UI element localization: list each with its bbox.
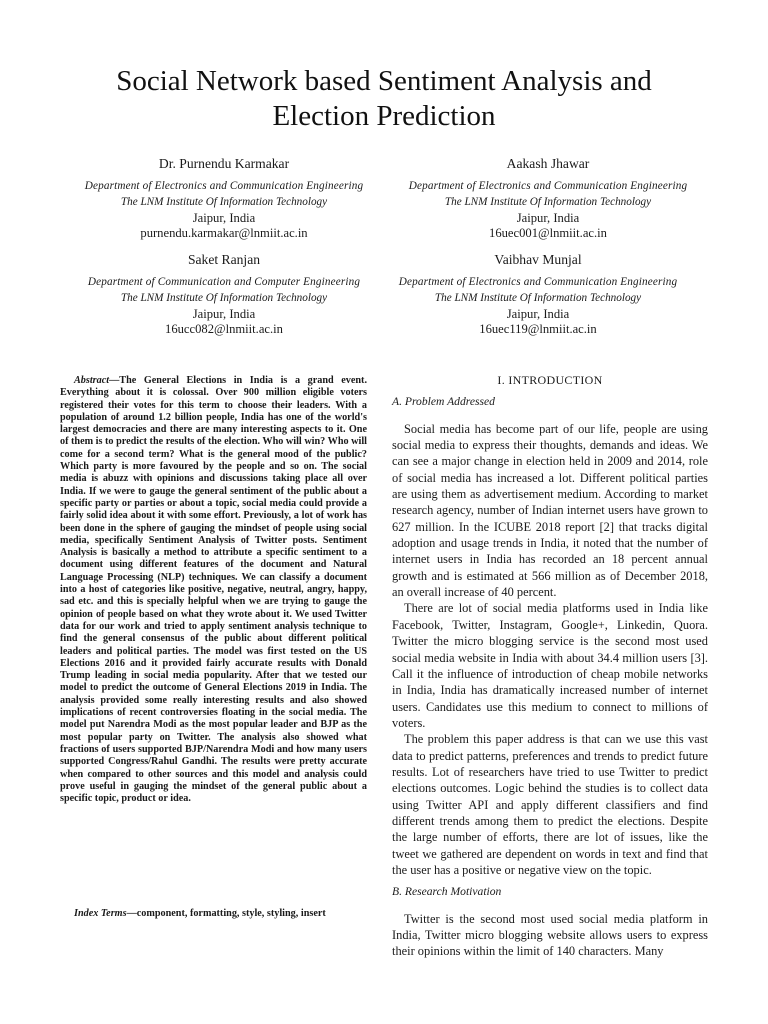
author-name: Vaibhav Munjal [494, 252, 582, 267]
abstract [60, 375, 367, 805]
section-heading-initial: I [508, 373, 513, 387]
author-department: Department of Communication and Computer Engineering [87, 276, 361, 288]
author-department: Department of Electronics and Communication Engineering [398, 276, 678, 288]
abstract-label: Abstract [74, 375, 110, 386]
index-terms [60, 908, 367, 920]
paper-title-line-2: Election Prediction [272, 100, 496, 132]
main-body-column [392, 372, 708, 960]
author-email: purnendu.karmakar@lnmiit.ac.in [140, 226, 308, 241]
author-name: Saket Ranjan [187, 252, 261, 267]
section-heading-introduction [392, 372, 708, 388]
author-email: 16uec001@lnmiit.ac.in [489, 226, 607, 241]
author-name: Aakash Jhawar [506, 156, 590, 171]
author-location: Jaipur, India [192, 306, 256, 321]
author-institute: The LNM Institute Of Information Technology [120, 291, 328, 304]
paragraph: There are lot of social media platforms used in India like Facebook, Twitter, Instagram, Google+, Linkedin, Quora. Twitter the micro blogging service is the second most used social media website in India with about 34.4 million users [3]. Call it the influence of introduction of cheap mobile networks in India, India has dramatically increased number of internet users. Candidates use this medium to connect to millions of voters. [392, 601, 708, 730]
section-heading-rest: NTRODUCTION [512, 373, 603, 387]
paper-title-line-1: Social Network based Sentiment Analysis and [116, 65, 652, 97]
author-location: Jaipur, India [192, 210, 256, 225]
author-department: Department of Electronics and Communication Engineering [84, 180, 364, 192]
author-institute: The LNM Institute Of Information Technology [444, 195, 652, 208]
index-terms-dash: — [126, 908, 137, 919]
author-institute: The LNM Institute Of Information Technology [120, 195, 328, 208]
index-terms-label: Index Terms [74, 908, 127, 919]
paragraph: The problem this paper address is that can we use this vast data to predict patterns, preferences and trends to predict future results. Lot of researchers have tried to use Twitter to predict elections outcomes. Logic behind the studies is to collect data using Twitter API and apply different classifiers and find different trends among them to predict the elections. Despite the large number of efforts, there are lot of issues, like the tweet we gathered are dependent on words in text and find that the user has a positive or negative view on the topic. [392, 732, 708, 877]
paper-title [60, 64, 708, 134]
author-email: 16ucc082@lnmiit.ac.in [165, 322, 283, 337]
author-location: Jaipur, India [506, 306, 570, 321]
author-institute: The LNM Institute Of Information Technology [434, 291, 642, 304]
author-name: Dr. Purnendu Karmakar [158, 156, 290, 171]
author-block-4 [348, 251, 728, 338]
author-block-2 [358, 155, 738, 242]
abstract-text: The General Elections in India is a grand event. Everything about it is colossal. Over 900 million eligible voters registered their votes for this term to choose their leaders. With a population of around 1.2 billion people, India has one of the world's largest democracies and there are many interesting aspects to it. One of them is to predict the results of the election. Who will win? Who will come for a second term? What is the general mood of the public? Which party is more favoured by the people and so on. The social media is abuzz with opinions and discussions taking place all over India. If we were to gauge the general sentiment of the public about a specific party or parties or about a topic, social media could provide a fairly solid idea about it with some effort. Previously, a lot of work has been done in the sphere of gauging the mindset of people using social media, specifically Sentiment Analysis of Twitter posts. Sentiment Analysis is basically a method to attribute a specific sentiment to a document using different features of the document and Natural Language Processing (NLP) techniques. We can classify a document into a host of categories like positive, negative, neutral, angry, happy, sad etc. and this is specially helpful when we are trying to gauge the opinion of people based on what they wrote about it. We used Twitter data for our work and tried to apply sentiment analysis technique to find the general consensus of the public about different political leaders and political parties. The model was first tested on the US Elections 2016 and it provided fairly accurate results with Donald Trump leading in social media popularity. After that we tested our model to predict the outcome of General Elections 2019 in India. The analysis provided some really interesting results and also showed implications of recent controversies floating in the social media. The model put Narendra Modi as the most popular leader and BJP as the most popular party on Twitter. The analysis also showed what fractions of users supported BJP/Narendra Modi and how many users supported Congress/Rahul Gandhi. The results were pretty accurate when compared to other sources and this model and analysis could prove useful in gauging the mindset of the general public about a specific topic, product or idea. [60, 375, 367, 805]
paragraph: Social media has become part of our life, people are using social media to express their thoughts, demands and ideas. We can see a major change in election held in 2009 and 2014, role of social media has increased a lot. Different political parties are using them as advertisement medium. According to market research agency, number of Indian internet users have grown to 627 million. In the ICUBE 2018 report [2] that tracks digital adoption and usage trends in India, it noted that the number of internet users in India has recorded an 18 percent annual growth and is estimated at 566 million as of December 2018, an overall increase of 40 percent. [392, 421, 708, 600]
subsection-heading-problem-addressed: A. Problem Addressed [392, 395, 495, 409]
author-block-1 [34, 155, 414, 242]
author-location: Jaipur, India [516, 210, 580, 225]
abstract-dash: — [109, 375, 120, 386]
section-numeral: I. [497, 373, 509, 387]
author-department: Department of Electronics and Communication Engineering [408, 180, 688, 192]
author-email: 16uec119@lnmiit.ac.in [479, 322, 597, 337]
subsection-heading-research-motivation: B. Research Motivation [392, 885, 502, 899]
index-terms-text: component, formatting, style, styling, insert [136, 908, 326, 919]
paragraph: Twitter is the second most used social media platform in India, Twitter micro blogging website allows users to express their opinions within the limit of 140 characters. Many [392, 911, 708, 959]
